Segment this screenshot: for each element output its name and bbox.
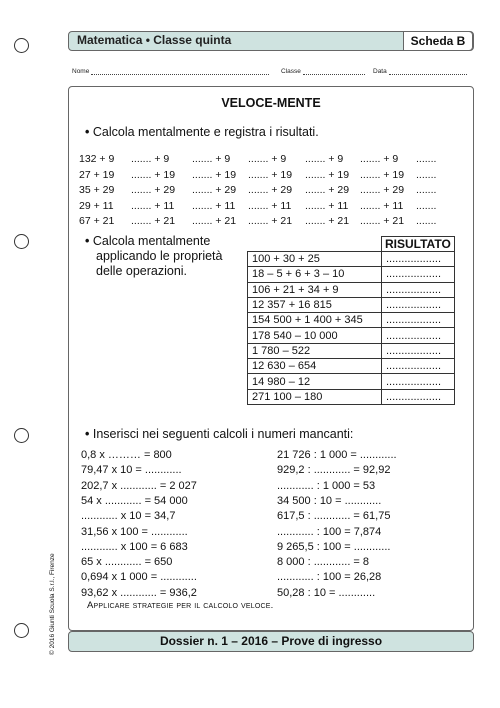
missing-number-item[interactable]: 9 265,5 : 100 = ............ xyxy=(277,540,391,553)
operation-cell: 1 780 – 522 xyxy=(248,343,382,358)
table-row xyxy=(248,374,455,389)
result-cell[interactable]: .................. xyxy=(382,374,455,389)
binder-hole-lower xyxy=(14,428,29,443)
calc-step[interactable]: ....... + 11 xyxy=(192,199,236,212)
operation-cell: 178 540 – 10 000 xyxy=(248,328,382,343)
calc-step[interactable]: ....... + 19 xyxy=(248,168,293,181)
worksheet-label: Scheda B xyxy=(403,31,473,51)
binder-hole-bottom xyxy=(14,623,29,638)
operation-cell: 154 500 + 1 400 + 345 xyxy=(248,313,382,328)
result-cell[interactable]: .................. xyxy=(382,297,455,312)
class-row xyxy=(281,68,365,75)
missing-number-item[interactable]: 8 000 : ............ = 8 xyxy=(277,556,370,569)
calc-final-result[interactable]: ....... xyxy=(416,168,437,181)
missing-number-item[interactable]: 79,47 x 10 = ............ xyxy=(81,464,182,477)
name-row xyxy=(72,68,269,75)
result-cell[interactable]: .................. xyxy=(382,313,455,328)
result-cell[interactable]: .................. xyxy=(382,359,455,374)
section3-heading-text: Inserisci nei seguenti calcoli i numeri mancanti: xyxy=(92,427,354,441)
calc-step[interactable]: ....... + 11 xyxy=(248,199,292,212)
calc-step[interactable]: ....... + 21 xyxy=(360,215,405,227)
calc-step[interactable]: ....... + 11 xyxy=(131,199,175,212)
bullet-icon: • xyxy=(85,427,90,441)
calc-step[interactable]: ....... + 11 xyxy=(360,199,404,212)
missing-number-item[interactable]: 31,56 x 100 = ............ xyxy=(81,525,188,538)
calc-step[interactable]: ....... + 21 xyxy=(305,215,350,227)
class-label: Classe xyxy=(281,68,301,75)
missing-number-item[interactable]: 929,2 : ............ = 92,92 xyxy=(277,464,391,477)
calc-step[interactable]: ....... + 19 xyxy=(131,168,176,181)
section1-heading-text: Calcola mentalmente e registra i risultati. xyxy=(92,125,319,139)
operations-table xyxy=(247,236,455,405)
calc-step[interactable]: ....... + 21 xyxy=(131,215,176,227)
operation-cell: 14 980 – 12 xyxy=(248,374,382,389)
calc-step[interactable]: ....... + 21 xyxy=(248,215,293,227)
calc-start: 132 + 9 xyxy=(79,153,115,165)
result-header: RISULTATO xyxy=(382,237,455,252)
subject-title: Matematica • Classe quinta xyxy=(77,33,232,47)
operation-cell: 12 357 + 16 815 xyxy=(248,297,382,312)
worksheet-title: VELOCE-MENTE xyxy=(221,96,321,110)
missing-number-item[interactable]: 50,28 : 10 = ............ xyxy=(277,586,376,599)
section2-heading-line1: Calcola mentalmente xyxy=(92,234,211,248)
calc-step[interactable]: ....... + 29 xyxy=(305,184,350,196)
missing-number-item[interactable]: 65 x ............ = 650 xyxy=(81,556,173,569)
class-field[interactable] xyxy=(303,68,365,75)
table-row xyxy=(248,359,455,374)
calc-step[interactable]: ....... + 29 xyxy=(192,184,237,196)
missing-number-item[interactable]: ............ x 10 = 34,7 xyxy=(81,510,176,523)
calc-start: 29 + 11 xyxy=(79,199,114,212)
binder-hole-middle xyxy=(14,234,29,249)
table-row xyxy=(248,389,455,404)
calc-start: 27 + 19 xyxy=(79,168,115,181)
name-field[interactable] xyxy=(91,68,269,75)
missing-number-item[interactable]: ............ x 100 = 6 683 xyxy=(81,540,188,553)
section3-heading xyxy=(85,427,353,441)
missing-number-item[interactable]: 0,8 x ……… = 800 xyxy=(81,449,172,461)
calc-step[interactable]: ....... + 9 xyxy=(192,153,231,165)
missing-number-item[interactable]: 617,5 : ............ = 61,75 xyxy=(277,510,391,523)
missing-number-item[interactable]: ............ : 100 = 7,874 xyxy=(277,525,382,538)
section2-heading-line2: applicando le proprietà xyxy=(96,249,223,263)
calc-step[interactable]: ....... + 9 xyxy=(360,153,399,165)
operation-cell: 18 – 5 + 6 + 3 – 10 xyxy=(248,267,382,282)
section1-heading xyxy=(85,125,319,139)
table-header-blank xyxy=(248,237,382,252)
table-row xyxy=(248,267,455,282)
table-row xyxy=(248,252,455,267)
bullet-icon: • xyxy=(85,234,90,248)
missing-number-item[interactable]: 34 500 : 10 = ............ xyxy=(277,494,382,507)
calc-start: 35 + 29 xyxy=(79,184,115,196)
operation-cell: 12 630 – 654 xyxy=(248,359,382,374)
table-row xyxy=(248,313,455,328)
calc-step[interactable]: ....... + 9 xyxy=(305,153,344,165)
result-cell[interactable]: .................. xyxy=(382,328,455,343)
date-field[interactable] xyxy=(389,68,467,75)
binder-hole-top xyxy=(14,38,29,53)
calc-step[interactable]: ....... + 9 xyxy=(131,153,170,165)
table-row xyxy=(248,297,455,312)
operation-cell: 106 + 21 + 34 + 9 xyxy=(248,282,382,297)
table-row xyxy=(248,343,455,358)
calc-step[interactable]: ....... + 19 xyxy=(305,168,350,181)
result-cell[interactable]: .................. xyxy=(382,282,455,297)
date-row xyxy=(373,68,467,75)
copyright-text: © 2016 Giunti Scuola S.r.l., Firenze xyxy=(49,553,56,655)
calc-final-result[interactable]: ....... xyxy=(416,199,437,212)
missing-number-item[interactable]: 93,62 x ............ = 936,2 xyxy=(81,586,197,599)
bullet-icon: • xyxy=(85,125,90,139)
footer-bar: Dossier n. 1 – 2016 – Prove di ingresso xyxy=(68,631,474,652)
result-cell[interactable]: .................. xyxy=(382,252,455,267)
missing-number-item[interactable]: ............ : 1 000 = 53 xyxy=(277,479,376,492)
calc-final-result[interactable]: ....... xyxy=(416,184,437,196)
calc-start: 67 + 21 xyxy=(79,215,115,227)
calc-step[interactable]: ....... + 19 xyxy=(360,168,405,181)
result-cell[interactable]: .................. xyxy=(382,343,455,358)
table-row xyxy=(248,328,455,343)
footnote: Applicare strategie per il calcolo veloce. xyxy=(87,600,274,611)
date-label: Data xyxy=(373,68,387,75)
header-bar xyxy=(68,31,474,51)
calc-final-result[interactable]: ....... xyxy=(416,153,437,165)
missing-number-item[interactable]: 21 726 : 1 000 = ............ xyxy=(277,449,397,461)
calc-final-result[interactable]: ....... xyxy=(416,215,437,227)
section2-heading xyxy=(85,234,222,279)
missing-number-item[interactable]: 202,7 x ............ = 2 027 xyxy=(81,479,197,492)
calc-step[interactable]: ....... + 9 xyxy=(248,153,287,165)
worksheet-body xyxy=(68,86,474,631)
result-cell[interactable]: .................. xyxy=(382,389,455,404)
operation-cell: 271 100 – 180 xyxy=(248,389,382,404)
calc-step[interactable]: ....... + 29 xyxy=(248,184,293,196)
section2-heading-line3: delle operazioni. xyxy=(96,264,188,278)
table-row xyxy=(248,282,455,297)
missing-number-item[interactable]: 0,694 x 1 000 = ............ xyxy=(81,571,197,584)
result-cell[interactable]: .................. xyxy=(382,267,455,282)
name-label: Nome xyxy=(72,68,90,75)
missing-number-item[interactable]: ............ : 100 = 26,28 xyxy=(277,571,382,584)
operation-cell: 100 + 30 + 25 xyxy=(248,252,382,267)
missing-number-item[interactable]: 54 x ............ = 54 000 xyxy=(81,494,188,507)
calc-step[interactable]: ....... + 21 xyxy=(192,215,237,227)
calc-step[interactable]: ....... + 29 xyxy=(360,184,405,196)
calc-step[interactable]: ....... + 11 xyxy=(305,199,349,212)
calc-step[interactable]: ....... + 29 xyxy=(131,184,176,196)
calc-step[interactable]: ....... + 19 xyxy=(192,168,237,181)
